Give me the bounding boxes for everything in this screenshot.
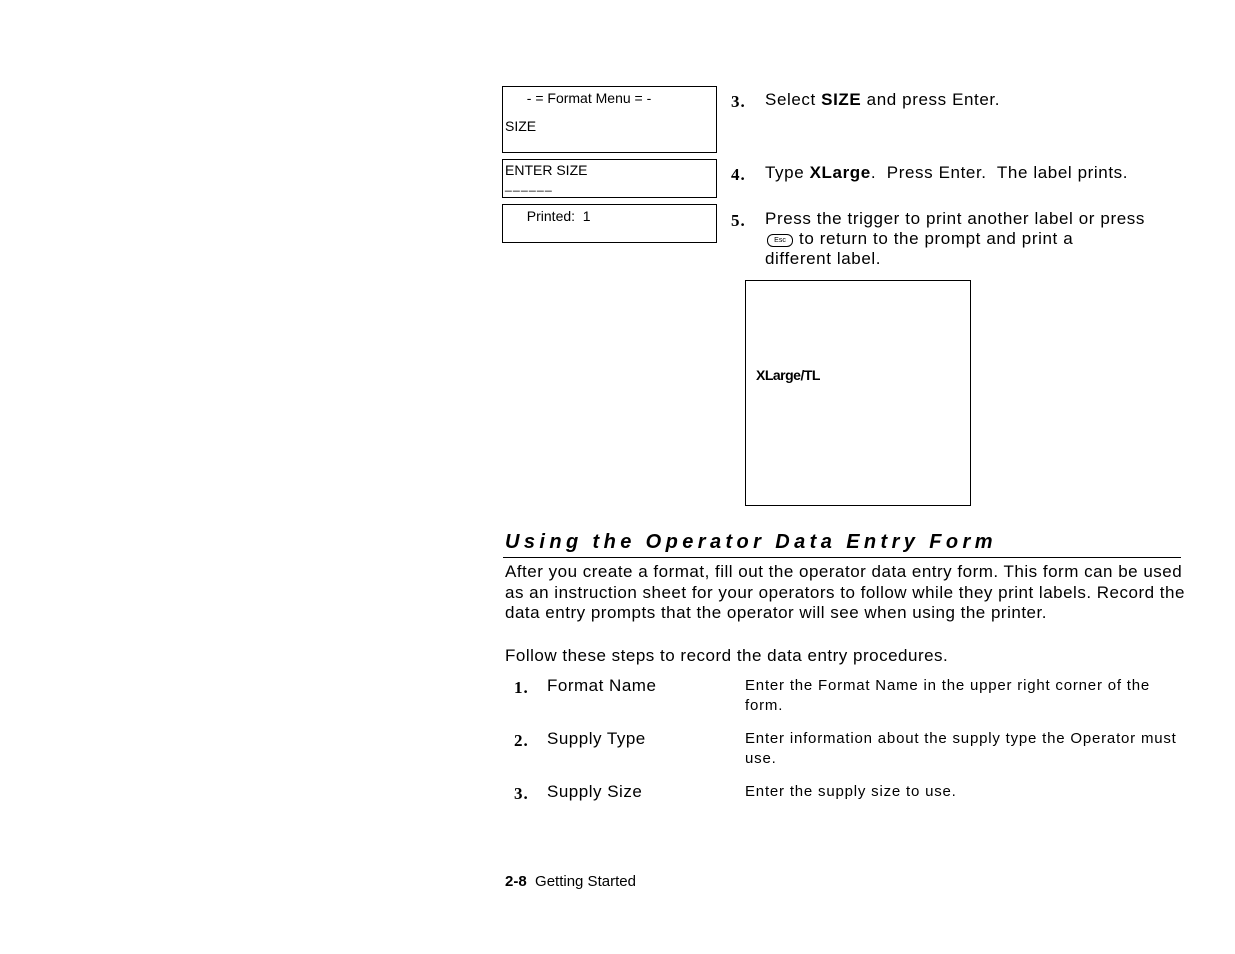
page-footer: [505, 873, 636, 890]
section-heading: Using the Operator Data Entry Form: [505, 531, 997, 553]
lcd-line: _ _ _ _ _ _: [505, 178, 551, 192]
step-text-post: and press Enter.: [861, 90, 1001, 109]
lcd-line: SIZE: [505, 118, 537, 134]
step-line-with-key: [765, 229, 1205, 249]
form-step-name: Format Name: [547, 676, 657, 695]
lcd-screen-enter-size: [502, 159, 717, 198]
chapter-title: Getting Started: [535, 873, 636, 890]
step-number: 5.: [731, 211, 746, 230]
page-number: 2-8: [505, 873, 527, 890]
lcd-screen-printed: [502, 204, 717, 243]
step-number: 3.: [731, 92, 746, 111]
step-text-pre: Type: [765, 163, 810, 182]
form-step-number: 3.: [514, 784, 529, 803]
form-step-name: Supply Size: [547, 782, 643, 801]
step-text: [765, 209, 1205, 269]
section-paragraph: After you create a format, fill out the operator data entry form. This form can be used as an instruction sheet for your operators to follow while they print labels. Record the data entry prompts that the operator will see when using the printer.: [505, 562, 1185, 622]
section-paragraph: Follow these steps to record the data entry procedures.: [505, 646, 949, 665]
esc-key-icon: Esc: [767, 234, 793, 247]
lcd-line: ENTER SIZE: [505, 162, 588, 178]
lcd-screen-format-menu: [502, 86, 717, 153]
step-number: 4.: [731, 165, 746, 184]
step-line: Press the trigger to print another label or press: [765, 209, 1145, 228]
form-step-description: Enter information about the supply type the Operator must use.: [745, 730, 1177, 767]
lcd-line: - = Format Menu = -: [519, 90, 652, 106]
form-step-description: Enter the Format Name in the upper right corner of the form.: [745, 677, 1151, 714]
step-text-bold: XLarge: [809, 163, 871, 182]
step-text-pre: Select: [765, 90, 822, 109]
step-line: to return to the prompt and print a: [799, 229, 1074, 248]
lcd-line: Printed: 1: [519, 208, 591, 224]
step-line: different label.: [765, 249, 882, 268]
step-text: [765, 90, 1000, 110]
form-step-name: Supply Type: [547, 729, 646, 748]
step-text-post: . Press Enter. The label prints.: [870, 163, 1129, 182]
step-text: [765, 163, 1128, 183]
form-step-number: 1.: [514, 678, 529, 697]
form-step-number: 2.: [514, 731, 529, 750]
heading-rule: [503, 557, 1181, 558]
step-text-bold: SIZE: [821, 90, 862, 109]
label-preview-text: XLarge/TL: [756, 367, 820, 383]
form-step-description: Enter the supply size to use.: [745, 783, 957, 800]
label-preview: [745, 280, 971, 506]
